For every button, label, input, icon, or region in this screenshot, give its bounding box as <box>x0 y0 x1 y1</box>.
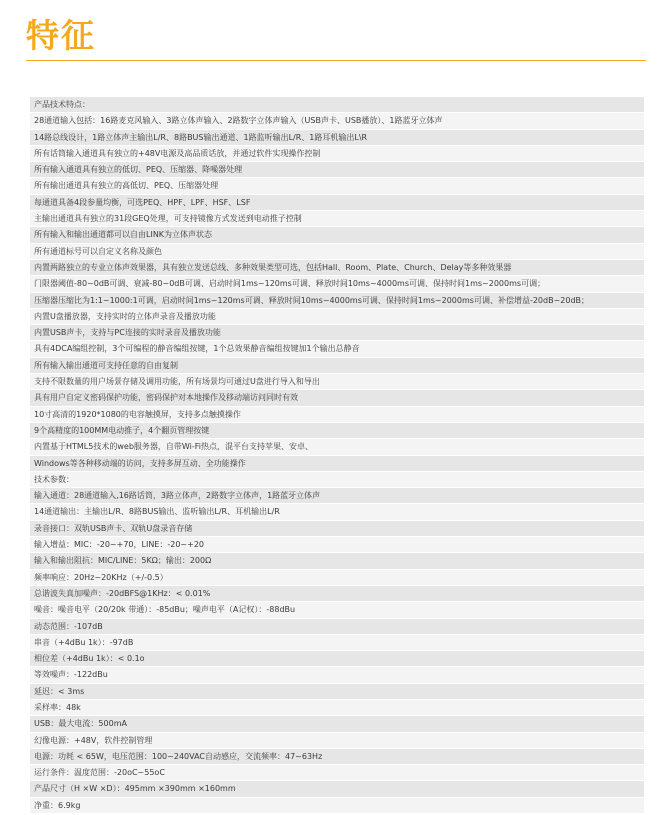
spec-row: 28通道输入包括：16路麦克风输入、3路立体声输入、2路数字立体声输入（USB声卡、USB播放）、1路蓝牙立体声 <box>30 112 644 128</box>
spec-table <box>30 96 644 813</box>
spec-row: 频率响应：20Hz~20KHz（+/-0.5） <box>30 569 644 585</box>
spec-row: 10寸高清的1920*1080的电容触摸屏，支持多点触摸操作 <box>30 406 644 422</box>
title-underline <box>26 60 646 61</box>
spec-row: 内置两路独立的专业立体声效果器，具有独立发送总线、多种效果类型可选，包括Hall、Room、Plate、Church、Delay等多种效果器 <box>30 259 644 275</box>
spec-row: Windows等各种移动端的访问，支持多屏互动、全功能操作 <box>30 455 644 471</box>
spec-row: 幻像电源：+48V，软件控制管理 <box>30 732 644 748</box>
spec-row: 压缩器压缩比为1:1~1000:1可调，启动时间1ms~120ms可调、释放时间10ms~4000ms可调、保持时间1ms~2000ms可调、补偿增益-20dB~20dB； <box>30 292 644 308</box>
spec-row: 噪音：噪音电平（20/20k 带通）：-85dBu；噪声电平（A记权）：-88dBu <box>30 601 644 617</box>
page-title: 特征 <box>26 16 96 55</box>
spec-row: 所有通道标号可以自定义名称及颜色 <box>30 243 644 259</box>
spec-row: 总谐波失真加噪声：-20dBFS@1KHz：< 0.01% <box>30 585 644 601</box>
spec-row: 电源：功耗 < 65W，电压范围：100~240VAC自动感应，交流频率：47~63Hz <box>30 748 644 764</box>
spec-row: 主输出通道具有独立的31段GEQ处理，可支持镜像方式发送到电动推子控制 <box>30 210 644 226</box>
spec-row: 输入增益：MIC：-20~+70，LINE：-20~+20 <box>30 536 644 552</box>
spec-row: 所有输入和输出通道都可以自由LINK为立体声状态 <box>30 226 644 242</box>
spec-row: 输入通道：28通道输入,16路话筒，3路立体声，2路数字立体声，1路蓝牙立体声 <box>30 487 644 503</box>
spec-row: 产品尺寸（H ×W ×D）：495mm ×390mm ×160mm <box>30 780 644 796</box>
spec-row: 14通道输出：主输出L/R、8路BUS输出、监听输出L/R、耳机输出L/R <box>30 503 644 519</box>
spec-row: 具有用户自定义密码保护功能，密码保护对本地操作及移动端访问同时有效 <box>30 389 644 405</box>
spec-row: 所有输入通道具有独立的低切、PEQ、压缩器、降噪器处理 <box>30 161 644 177</box>
spec-row: 内置USB声卡，支持与PC连接的实时录音及播放功能 <box>30 324 644 340</box>
spec-row: 具有4DCA编组控制，3个可编程的静音编组按键，1个总效果静音编组按键加1个输出总静音 <box>30 340 644 356</box>
spec-row: 动态范围：-107dB <box>30 618 644 634</box>
spec-row: 支持不限数量的用户场景存储及调用功能，所有场景均可通过U盘进行导入和导出 <box>30 373 644 389</box>
spec-row: 所有输入输出通道可支持任意的自由复制 <box>30 357 644 373</box>
spec-row: 技术参数： <box>30 471 644 487</box>
spec-row: 采样率：48k <box>30 699 644 715</box>
spec-row: 相位差（+4dBu 1k）：< 0.1o <box>30 650 644 666</box>
spec-row: 运行条件：温度范围：-20oC~55oC <box>30 764 644 780</box>
spec-row: 串音（+4dBu 1k）：-97dB <box>30 634 644 650</box>
spec-row: 等效噪声：-122dBu <box>30 666 644 682</box>
spec-row: 内置基于HTML5技术的web服务器，自带Wi-Fi热点，混平台支持苹果、安卓、 <box>30 438 644 454</box>
spec-row: 内置U盘播放器，支持实时的立体声录音及播放功能 <box>30 308 644 324</box>
spec-row: USB：最大电流：500mA <box>30 715 644 731</box>
spec-row: 产品技术特点： <box>30 96 644 112</box>
spec-row: 9个高精度的100MM电动推子，4个翻页管理按键 <box>30 422 644 438</box>
spec-row: 所有话筒输入通道具有独立的+48V电源及高品质话放，并通过软件实现操作控制 <box>30 145 644 161</box>
spec-row: 延迟：< 3ms <box>30 683 644 699</box>
spec-row: 输入和输出阻抗：MIC/LINE：5KΩ；输出：200Ω <box>30 552 644 568</box>
spec-row: 每通道具备4段参量均衡，可选PEQ、HPF、LPF、HSF、LSF <box>30 194 644 210</box>
spec-row: 门限器阈值-80~0dB可调、衰减-80~0dB可调、启动时间1ms~120ms可调、释放时间10ms~4000ms可调、保持时间1ms~2000ms可调； <box>30 275 644 291</box>
spec-row: 净重：6.9kg <box>30 797 644 813</box>
spec-row: 所有输出通道具有独立的高低切、PEQ、压缩器处理 <box>30 177 644 193</box>
spec-row: 14路总线设计，1路立体声主输出L/R、8路BUS输出通道、1路监听输出L/R、1路耳机输出L\R <box>30 129 644 145</box>
spec-row: 录音接口：双轨USB声卡、双轨U盘录音存储 <box>30 520 644 536</box>
